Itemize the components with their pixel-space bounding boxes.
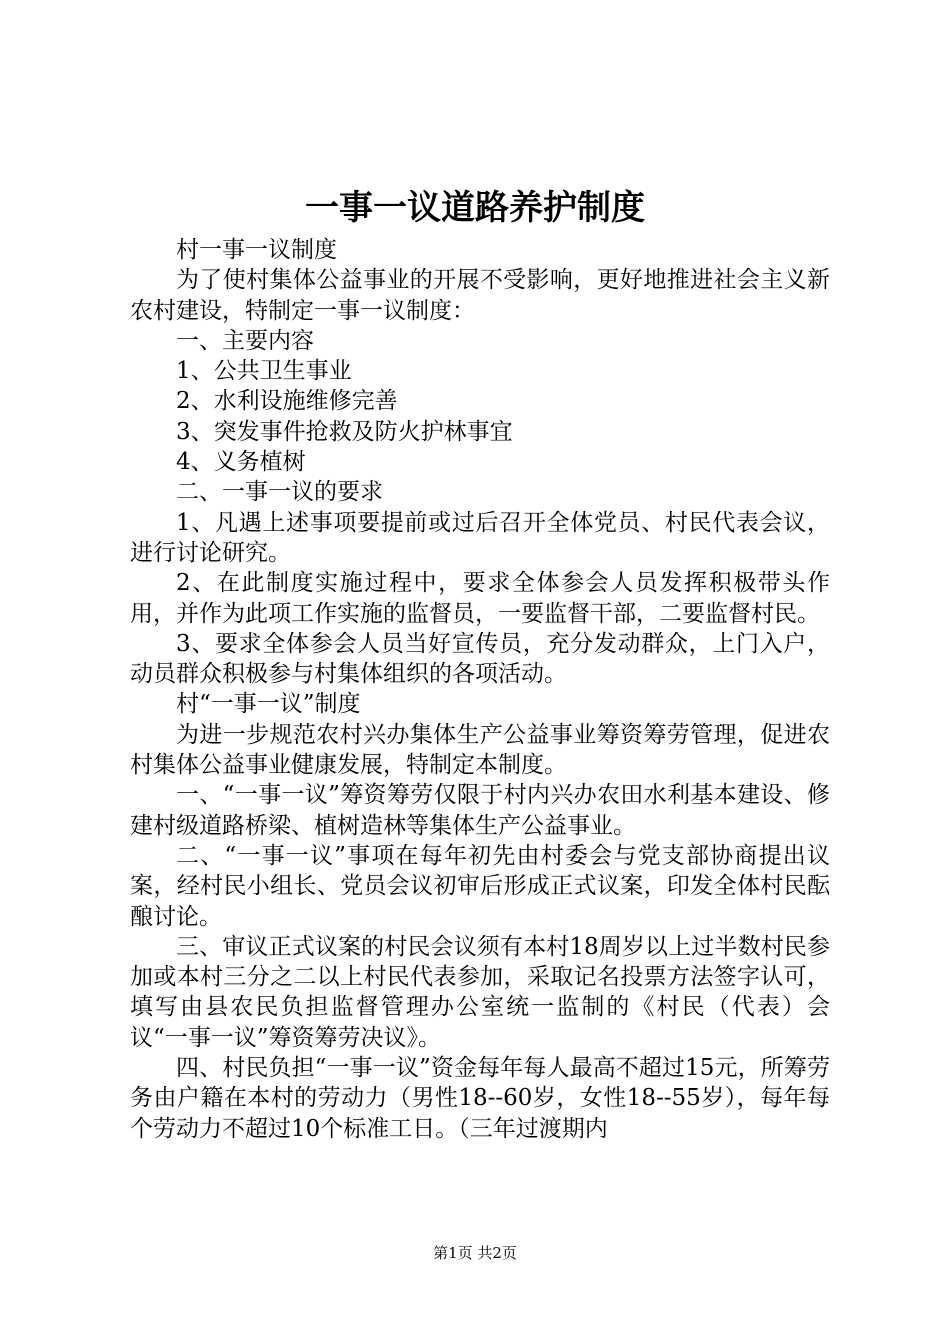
paragraph: 村“一事一议”制度 — [176, 691, 361, 718]
paragraph: 2、在此制度实施过程中，要求全体参会人员发挥积极带头作用，并作为此项工作实施的监督员，一要监督干部，二要监督村民。 — [130, 570, 830, 627]
paragraph: 一、主要内容 — [176, 327, 314, 354]
paragraph: 三、审议正式议案的村民会议须有本村18周岁以上过半数村民参加或本村三分之二以上村民代表参加，采取记名投票方法签字认可，填写由县农民负担监督管理办公室统一监制的《村民（代表）会议“一事一议”筹资筹劳决议》。 — [130, 933, 830, 1051]
paragraph: 4、义务植树 — [176, 449, 306, 476]
paragraph: 一、“一事一议”筹资筹劳仅限于村内兴办农田水利基本建设、修建村级道路桥梁、植树造林等集体生产公益事业。 — [130, 782, 830, 839]
document-body — [130, 235, 830, 1144]
paragraph: 1、凡遇上述事项要提前或过后召开全体党员、村民代表会议，进行讨论研究。 — [130, 509, 830, 566]
paragraph: 2、水利设施维修完善 — [176, 388, 398, 415]
paragraph: 3、要求全体参会人员当好宣传员，充分发动群众，上门入户，动员群众积极参与村集体组织的各项活动。 — [130, 630, 830, 688]
paragraph: 四、村民负担“一事一议”资金每年每人最高不超过15元，所筹劳务由户籍在本村的劳动力（男性18--60岁，女性18--55岁），每年每个劳动力不超过10个标准工日。（三年过渡期内 — [130, 1055, 830, 1142]
paragraph: 1、公共卫生事业 — [176, 358, 352, 385]
page-footer: 第1页 共2页 — [433, 1244, 517, 1262]
document-title: 一事一议道路养护制度 — [305, 188, 645, 228]
paragraph: 为进一步规范农村兴办集体生产公益事业筹资筹劳管理，促进农村集体公益事业健康发展，特制定本制度。 — [130, 721, 830, 779]
paragraph: 3、突发事件抢救及防火护林事宜 — [176, 418, 513, 445]
paragraph: 二、“一事一议”事项在每年初先由村委会与党支部协商提出议案，经村民小组长、党员会议初审后形成正式议案，印发全体村民酝酿讨论。 — [130, 842, 830, 930]
paragraph: 为了使村集体公益事业的开展不受影响，更好地推进社会主义新农村建设，特制定一事一议制度： — [130, 267, 830, 324]
paragraph: 二、一事一议的要求 — [176, 479, 383, 506]
paragraph: 村一事一议制度 — [176, 237, 337, 263]
